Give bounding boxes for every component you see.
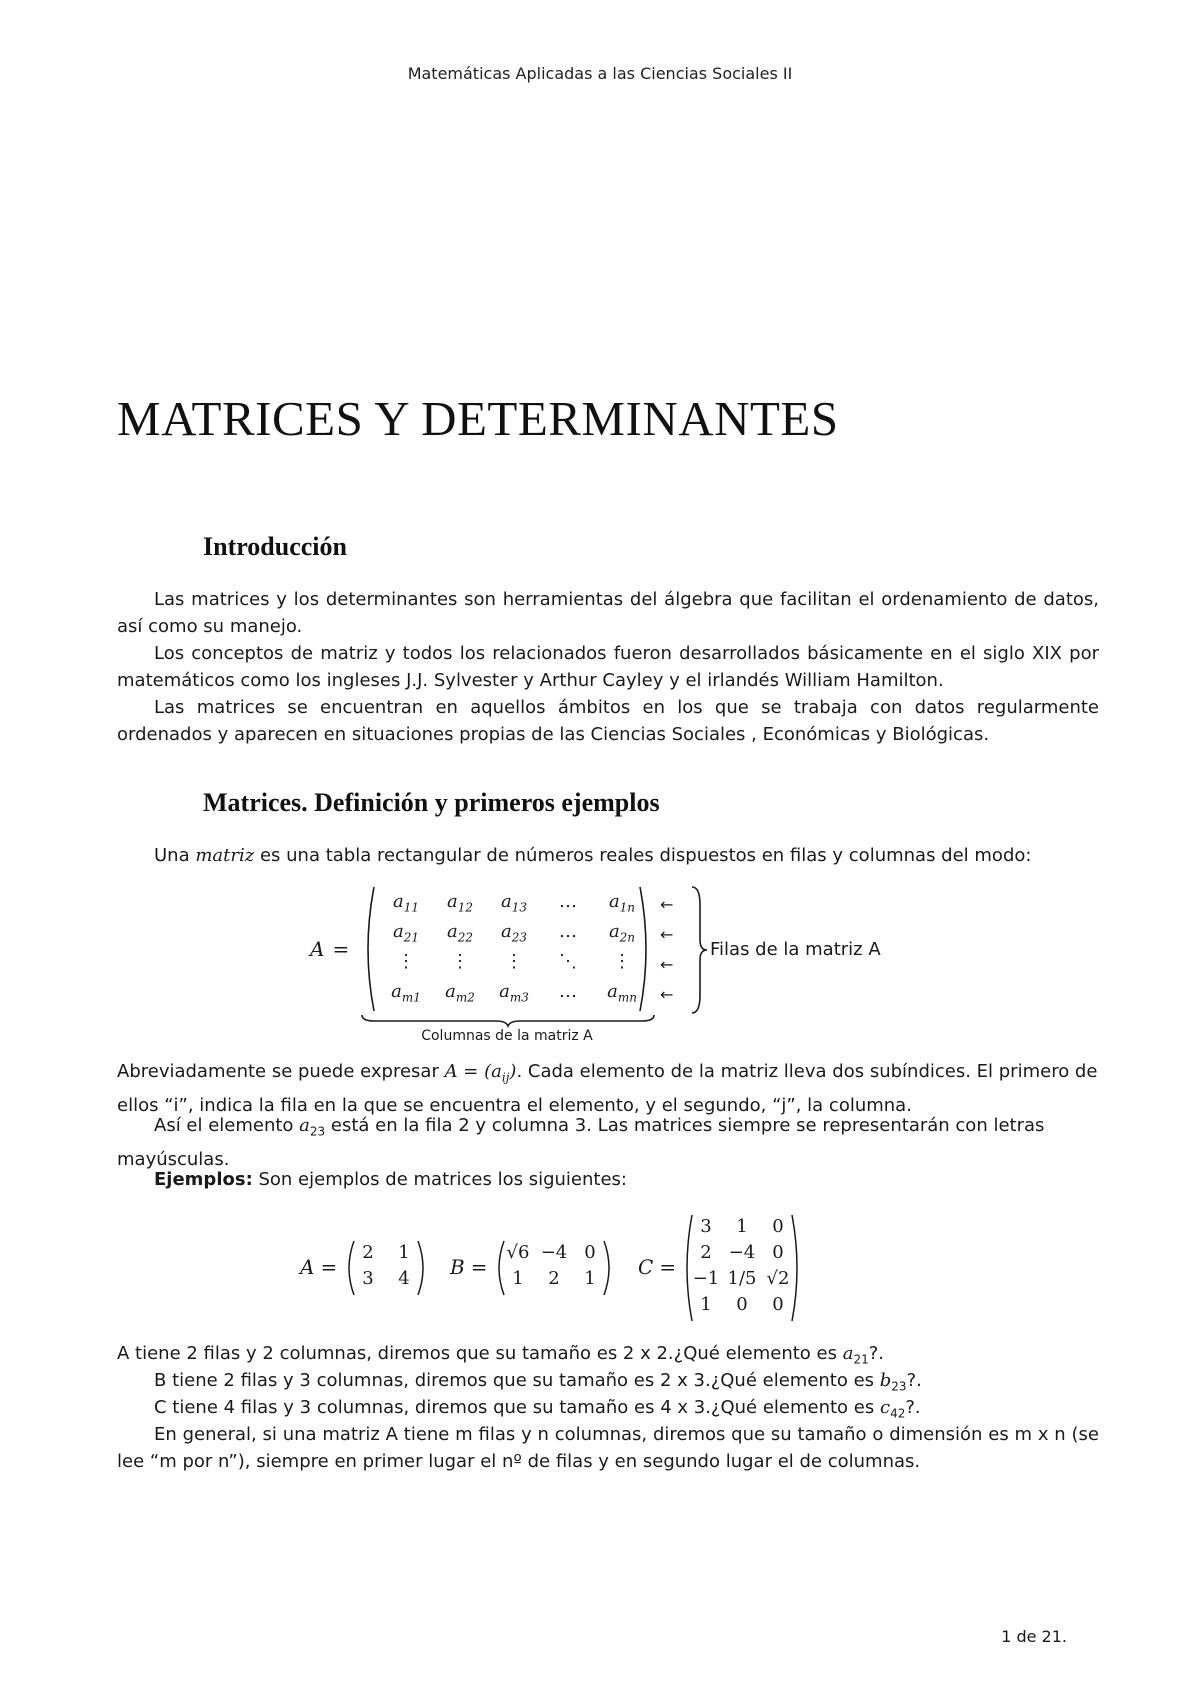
matrix-entry-var: ⋮ — [451, 951, 469, 972]
rows-label: Filas de la matriz A — [710, 939, 881, 960]
matrix-entry — [378, 951, 434, 972]
row-arrow: ← — [660, 955, 674, 974]
example-matrix-entry: 1/5 — [727, 1267, 757, 1289]
matrix-entry — [540, 951, 596, 972]
example-matrix-name: B — [450, 1254, 465, 1279]
examples-intro — [117, 1166, 1099, 1193]
matrix-entry — [594, 981, 650, 1005]
matrix-entry-var: a — [391, 981, 402, 1002]
size-var: b — [879, 1370, 892, 1391]
example-matrix-entry: −1 — [692, 1267, 720, 1289]
matrix-entry-var: … — [559, 981, 577, 1002]
examples-text: Son ejemplos de matrices los siguientes: — [252, 1169, 627, 1190]
matrix-entry-subscript: 1n — [619, 900, 636, 915]
size-text: ?. — [905, 1397, 921, 1418]
example-matrix-entry: −4 — [540, 1241, 568, 1263]
element-subscript: 23 — [309, 1124, 326, 1139]
matrix-entry-subscript: 13 — [511, 900, 527, 915]
section-heading-matrices: Matrices. Definición y primeros ejemplos — [203, 788, 660, 817]
example-matrix-entry: 2 — [548, 1267, 560, 1289]
matrix-entry — [540, 981, 596, 1002]
matrix-entry-subscript: mn — [617, 990, 637, 1005]
matrix-entry-var: a — [500, 891, 512, 912]
example-matrix-entry: 0 — [584, 1241, 596, 1263]
size-text: ?. — [868, 1343, 885, 1364]
matrix-entry-subscript: 11 — [403, 900, 419, 915]
equals-sign: = — [470, 1254, 488, 1279]
abbrev-text: . Cada elemento de la matriz lleva dos subíndices. El primero de ellos “i”, indica la fila en la que se encuentra el elemento, y el segundo, “j”, la columna. — [117, 1061, 1098, 1116]
example-matrix-entry: √2 — [766, 1267, 790, 1289]
row-arrow: ← — [660, 895, 674, 914]
matrix-entry-subscript: 12 — [457, 900, 473, 915]
example-matrix-entry: 1 — [584, 1267, 596, 1289]
section-heading-introduccion: Introducción — [203, 532, 347, 561]
example-matrix-entry: 1 — [512, 1267, 524, 1289]
equals-sign: = — [320, 1254, 338, 1279]
matrix-entry-var: a — [445, 981, 456, 1002]
example-matrix-entry: 2 — [362, 1241, 374, 1263]
matrix-entry — [540, 921, 596, 942]
matrix-name: A — [310, 937, 325, 961]
matrix-entry-var: … — [559, 921, 577, 942]
size-text: C tiene 4 filas y 3 columnas, diremos que su tamaño es 4 x 3.¿Qué elemento es — [154, 1397, 880, 1418]
example-matrix-entry: 0 — [772, 1215, 784, 1237]
matrix-entry — [378, 981, 434, 1005]
matrix-entry — [432, 921, 488, 945]
matrix-entry-var: ⋮ — [505, 951, 523, 972]
example-matrix-entry: 0 — [772, 1293, 784, 1315]
example-matrix-entry: 3 — [362, 1267, 374, 1289]
under-brace — [360, 1013, 656, 1027]
example-matrix-entry: 0 — [736, 1293, 748, 1315]
example-matrix-name: A — [300, 1254, 315, 1279]
matrix-entry-subscript: m1 — [401, 990, 421, 1005]
abbrev-subscript: ij — [501, 1070, 510, 1085]
matrix-entry — [594, 951, 650, 972]
intro-paragraph-3: Las matrices se encuentran en aquellos ámbitos en los que se trabaja con datos regularmente ordenados y aparecen en situaciones propias de las Ciencias Sociales , Económicas y Biológicas. — [117, 697, 1099, 745]
example-matrix-entry: 4 — [398, 1267, 410, 1289]
example-matrix-entry: 1 — [736, 1215, 748, 1237]
abbreviation-paragraph — [117, 1058, 1099, 1119]
size-subscript: 21 — [853, 1352, 869, 1367]
page-number: 1 de 21. — [1001, 1627, 1067, 1646]
matrix-entry — [594, 921, 650, 945]
example-matrix-name: C — [638, 1254, 654, 1279]
document-title: MATRICES Y DETERMINANTES — [117, 391, 839, 446]
example-matrices-figure — [300, 1210, 920, 1325]
matrix-entry-var: ⋮ — [613, 951, 631, 972]
definition-sentence — [117, 842, 1099, 869]
matrix-entry-var: a — [392, 891, 404, 912]
size-text: ?. — [906, 1370, 922, 1391]
matrix-entry-subscript: 2n — [619, 930, 636, 945]
size-subscript: 42 — [890, 1406, 906, 1421]
equals-sign: = — [332, 937, 350, 961]
matrix-entry-subscript: m2 — [455, 990, 475, 1005]
row-arrow: ← — [660, 925, 674, 944]
matrix-entry — [432, 891, 488, 915]
matrix-entry-subscript: m3 — [509, 990, 529, 1005]
size-var: c — [879, 1397, 891, 1418]
matrix-entry-var: ⋮ — [397, 951, 415, 972]
element-paragraph — [117, 1112, 1099, 1173]
example-matrix-entry: √6 — [506, 1241, 530, 1263]
size-text: B tiene 2 filas y 3 columnas, diremos que su tamaño es 2 x 3.¿Qué elemento es — [154, 1370, 880, 1391]
example-matrix-lhs — [450, 1255, 487, 1279]
matrix-entry-var: a — [500, 921, 512, 942]
example-matrix-entry: 0 — [772, 1241, 784, 1263]
matrix-entry — [378, 921, 434, 945]
matrix-entry-var: a — [499, 981, 510, 1002]
size-subscript: 23 — [891, 1379, 907, 1394]
columns-label: Columnas de la matriz A — [421, 1028, 593, 1044]
matrix-entry-subscript: 21 — [403, 930, 419, 945]
example-matrix-lhs — [300, 1255, 337, 1279]
matrix-entry-var: a — [607, 981, 618, 1002]
equals-sign: = — [659, 1254, 677, 1279]
intro-paragraph-2: Los conceptos de matriz y todos los relacionados fueron desarrollados básicamente en el siglo XIX por matemáticos como los ingleses J.J. Sylvester y Arthur Cayley y el irlandés William Hamilton. — [117, 643, 1099, 691]
abbrev-math: A = (a — [444, 1061, 502, 1082]
example-matrix-entry: −4 — [728, 1241, 756, 1263]
definition-text: Una — [154, 845, 196, 866]
matrix-entry — [486, 921, 542, 945]
element-text: está en la fila 2 y columna 3. Las matrices siempre se representarán con letras mayúsculas. — [117, 1115, 1045, 1170]
example-matrix-lhs — [638, 1255, 676, 1279]
size-var: a — [842, 1343, 854, 1364]
matrix-entry-var: a — [392, 921, 404, 942]
example-matrix-entry: 1 — [398, 1241, 410, 1263]
matrix-entry — [486, 981, 542, 1005]
matrix-entry — [378, 891, 434, 915]
matrix-entry — [432, 951, 488, 972]
running-header: Matemáticas Aplicadas a las Ciencias Sociales II — [407, 64, 793, 83]
size-text: A tiene 2 filas y 2 columnas, diremos que su tamaño es 2 x 2.¿Qué elemento es — [117, 1343, 843, 1364]
element-text: Así el elemento — [154, 1115, 300, 1136]
general-matrix-figure — [300, 885, 950, 1045]
matrix-lhs — [310, 937, 349, 961]
example-matrix-entry: 2 — [700, 1241, 712, 1263]
general-size-paragraph: En general, si una matriz A tiene m filas y n columnas, diremos que su tamaño o dimensión es m x n (se lee “m por n”), siempre en primer lugar el nº de filas y en segundo lugar el de columnas. — [117, 1424, 1099, 1472]
matrix-entry — [486, 951, 542, 972]
matrix-entry-var: a — [608, 921, 620, 942]
intro-paragraph-1: Las matrices y los determinantes son herramientas del álgebra que facilitan el ordenamiento de datos, así como su manejo. — [117, 589, 1099, 637]
matrix-entry — [432, 981, 488, 1005]
left-parenthesis — [362, 885, 376, 1013]
examples-label: Ejemplos: — [154, 1169, 253, 1190]
matrix-entry-var: a — [446, 921, 458, 942]
example-matrix-entry: 1 — [700, 1293, 712, 1315]
abbrev-close: ) — [509, 1061, 517, 1082]
matrix-entry-subscript: 22 — [457, 930, 473, 945]
right-brace — [690, 885, 708, 1015]
matrix-entry — [594, 891, 650, 915]
matrix-entry-var: ⋱ — [559, 951, 577, 972]
element-var: a — [299, 1115, 310, 1136]
matrix-entry-var: a — [608, 891, 620, 912]
definition-text: es una tabla rectangular de números reales dispuestos en filas y columnas del modo: — [254, 845, 1032, 866]
row-arrow: ← — [660, 985, 674, 1004]
definition-term: matriz — [195, 845, 255, 866]
matrix-entry-var: a — [446, 891, 458, 912]
matrix-entry-subscript: 23 — [511, 930, 527, 945]
matrix-entry — [540, 891, 596, 912]
example-matrix-entry: 3 — [700, 1215, 712, 1237]
matrix-entry-var: … — [559, 891, 577, 912]
matrix-entry — [486, 891, 542, 915]
abbrev-text: Abreviadamente se puede expresar — [117, 1061, 445, 1082]
